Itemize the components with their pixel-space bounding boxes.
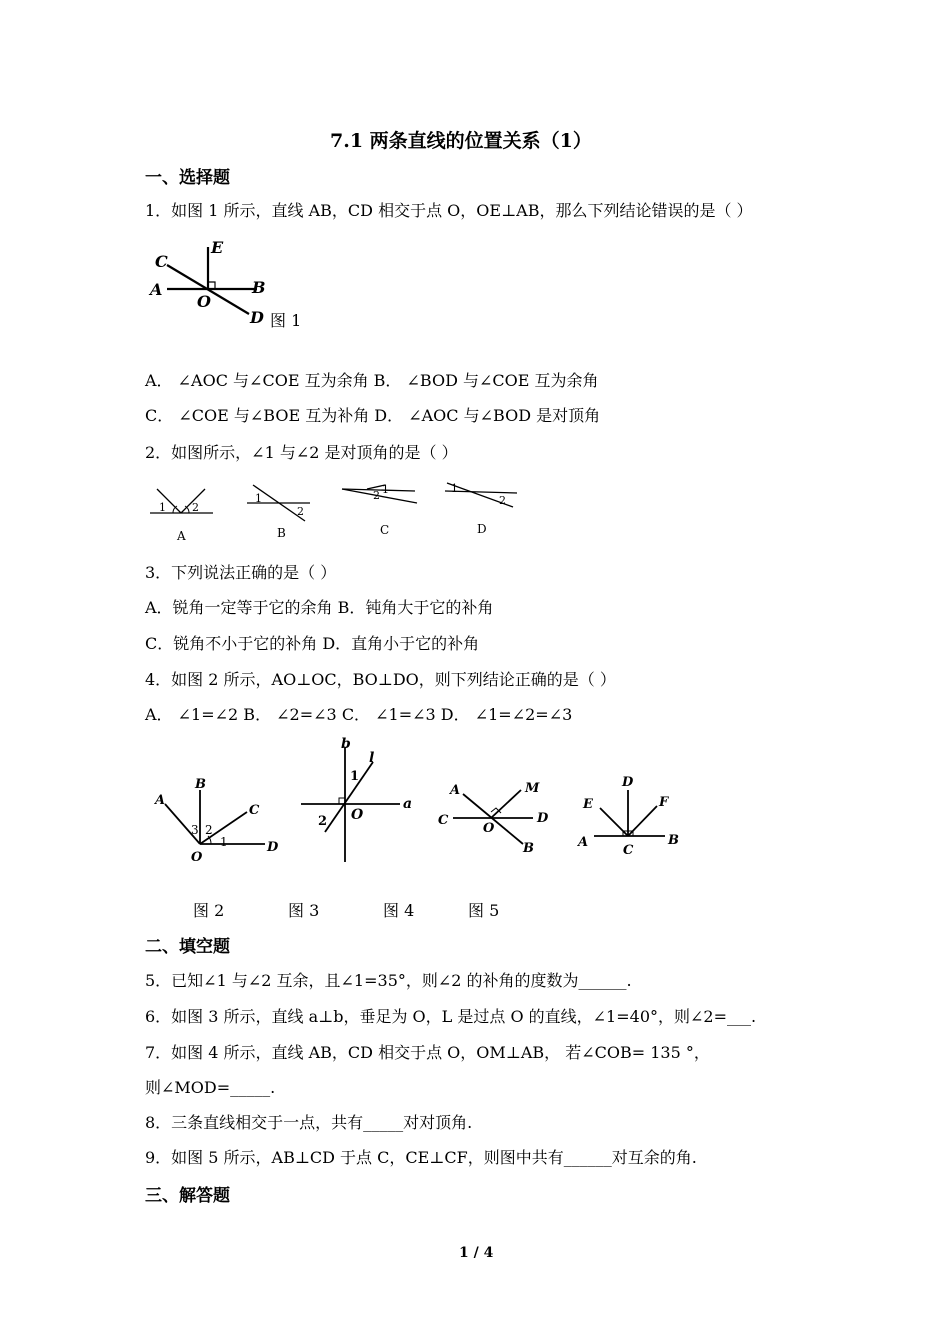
label-b: B — [252, 278, 266, 297]
question-4-stem: 4．如图 2 所示，AO⊥OC，BO⊥DO，则下列结论正确的是（ ） — [145, 670, 616, 689]
question-6: 6．如图 3 所示，直线 a⊥b，垂足为 O，L 是过点 O 的直线，∠1=40°，则∠2=___. — [145, 1007, 757, 1026]
svg-text:C: C — [623, 843, 634, 858]
svg-text:E: E — [583, 797, 593, 812]
figure-2-caption: 图 2 — [193, 901, 225, 920]
question-7-line-1: 7．如图 4 所示，直线 AB，CD 相交于点 O，OM⊥AB， 若∠COB= 135 °， — [145, 1043, 710, 1062]
svg-text:O: O — [191, 850, 203, 865]
svg-text:a: a — [403, 796, 413, 812]
question-3-options-cd: C．锐角不小于它的补角 D．直角小于它的补角 — [145, 634, 480, 653]
svg-text:1: 1 — [382, 483, 389, 496]
figure-5-caption: 图 5 — [468, 901, 500, 920]
svg-text:C: C — [249, 803, 260, 818]
svg-text:2: 2 — [205, 823, 213, 837]
svg-text:1: 1 — [350, 769, 360, 784]
q2-figure-d — [445, 482, 517, 536]
question-8: 8．三条直线相交于一点，共有_____对对顶角. — [145, 1113, 473, 1132]
svg-text:b: b — [341, 736, 351, 752]
q2-figure-c — [342, 483, 417, 537]
svg-text:O: O — [483, 821, 495, 836]
question-5: 5．已知∠1 与∠2 互余，且∠1=35°，则∠2 的补角的度数为______. — [145, 971, 632, 990]
svg-text:1: 1 — [220, 835, 228, 849]
figure-1-caption: 图 1 — [270, 311, 302, 330]
figure-q2-options — [145, 475, 535, 547]
section-heading-answer: 三、解答题 — [145, 1186, 230, 1206]
svg-text:C: C — [380, 523, 390, 537]
label-e: E — [211, 238, 224, 257]
svg-text:2: 2 — [318, 814, 328, 829]
figure-1 — [145, 235, 315, 335]
svg-text:B: B — [668, 833, 679, 848]
svg-text:l: l — [369, 750, 375, 766]
svg-text:D: D — [537, 811, 549, 826]
label-o: O — [197, 292, 211, 311]
label-d: D — [250, 308, 264, 327]
svg-text:2: 2 — [192, 501, 199, 514]
figure-4-caption: 图 4 — [383, 901, 415, 920]
q2-figure-a — [150, 489, 213, 543]
question-1-stem: 1．如图 1 所示，直线 AB，CD 相交于点 O，OE⊥AB，那么下列结论错误的是（ ） — [145, 201, 753, 220]
svg-text:F: F — [659, 795, 669, 810]
svg-text:A: A — [578, 835, 589, 850]
svg-text:2: 2 — [373, 489, 380, 502]
svg-text:D: D — [622, 775, 634, 790]
figure-3-caption: 图 3 — [288, 901, 320, 920]
label-c: C — [155, 252, 168, 271]
svg-text:B: B — [523, 841, 534, 856]
label-a: A — [150, 280, 163, 299]
figure-3 — [301, 736, 412, 862]
figure-2 — [153, 777, 279, 865]
section-heading-choice: 一、选择题 — [145, 168, 230, 188]
question-3-options-ab: A．锐角一定等于它的余角 B．钝角大于它的补角 — [145, 598, 494, 617]
figures-2-to-5 — [145, 732, 705, 872]
svg-text:D: D — [267, 840, 279, 855]
svg-text:1: 1 — [451, 482, 458, 495]
page-number: 1 / 4 — [459, 1245, 494, 1261]
svg-text:D: D — [477, 522, 487, 536]
figure-5 — [576, 775, 679, 858]
q2-figure-b — [247, 485, 310, 540]
svg-text:O: O — [351, 807, 364, 823]
svg-text:A: A — [155, 793, 166, 808]
svg-text:1: 1 — [255, 492, 262, 505]
page-title: 7.1 两条直线的位置关系（1） — [330, 130, 592, 152]
question-1-options-ab: A． ∠AOC 与∠COE 互为余角 B． ∠BOD 与∠COE 互为余角 — [145, 371, 599, 390]
svg-text:1: 1 — [159, 501, 166, 514]
svg-text:3: 3 — [191, 823, 199, 837]
question-7-line-2: 则∠MOD=_____. — [145, 1078, 276, 1097]
question-3-stem: 3．下列说法正确的是（ ） — [145, 563, 337, 582]
question-9: 9．如图 5 所示，AB⊥CD 于点 C，CE⊥CF，则图中共有______对互余的角. — [145, 1148, 697, 1167]
question-4-options: A． ∠1=∠2 B． ∠2=∠3 C． ∠1=∠3 D． ∠1=∠2=∠3 — [145, 705, 573, 724]
svg-text:A: A — [450, 783, 461, 798]
svg-text:A: A — [177, 529, 186, 543]
svg-text:2: 2 — [297, 505, 304, 518]
section-heading-fill: 二、填空题 — [145, 937, 230, 957]
svg-text:B: B — [195, 777, 206, 792]
question-1-options-cd: C． ∠COE 与∠BOE 互为补角 D． ∠AOC 与∠BOD 是对顶角 — [145, 406, 601, 425]
svg-text:B: B — [277, 526, 286, 540]
figure-4 — [438, 781, 549, 856]
svg-text:2: 2 — [499, 494, 506, 507]
svg-text:M: M — [525, 781, 540, 796]
question-2-stem: 2．如图所示，∠1 与∠2 是对顶角的是（ ） — [145, 443, 458, 462]
svg-text:C: C — [438, 813, 449, 828]
